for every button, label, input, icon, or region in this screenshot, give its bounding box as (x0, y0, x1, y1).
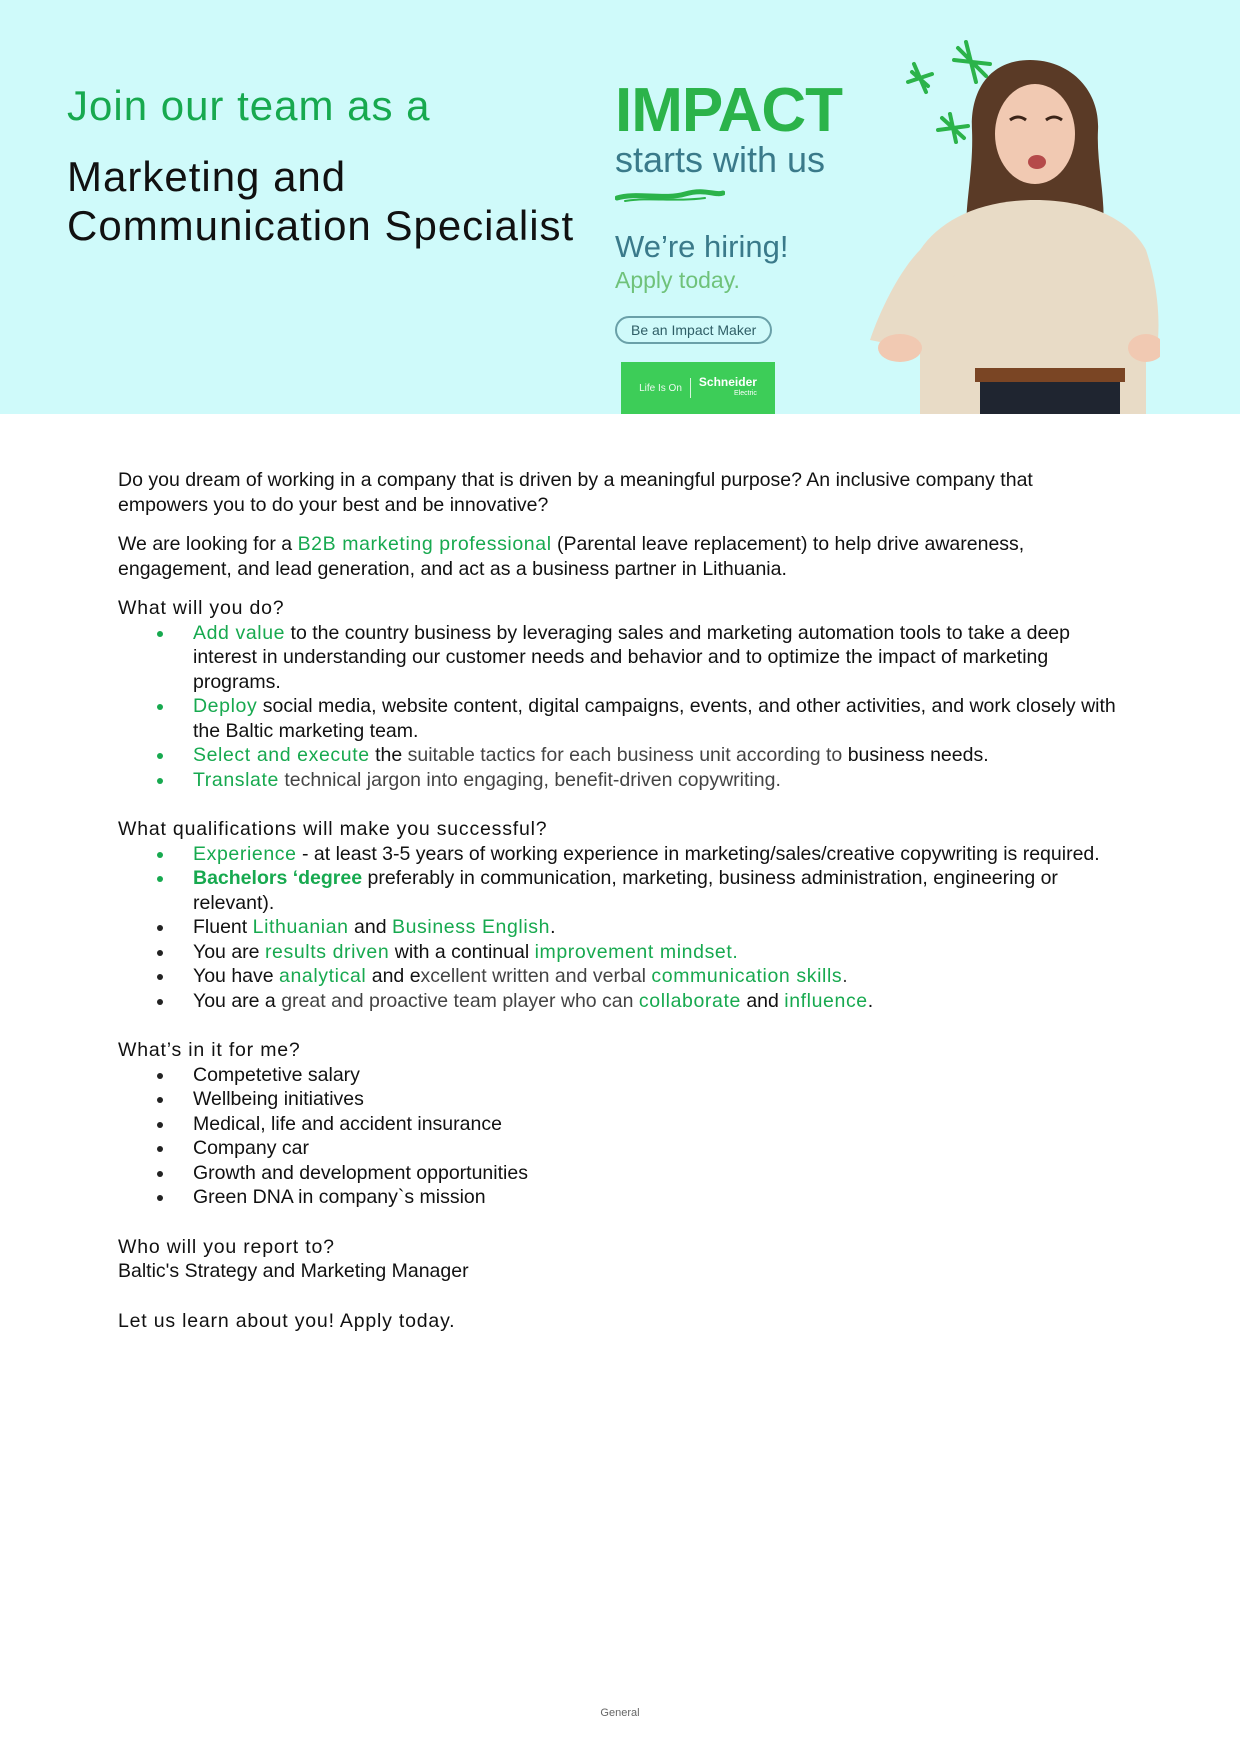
item-text: Fluent (193, 916, 253, 938)
logo-tagline: Life Is On (639, 382, 682, 394)
item-highlight: Add value (193, 621, 286, 644)
section-heading-what-do: What will you do? (118, 597, 285, 619)
item-text: and (740, 989, 785, 1012)
item-highlight: analytical (279, 965, 367, 987)
list-item (193, 866, 1123, 915)
item-text-gray: suitable tactics for each business unit according to (407, 744, 843, 766)
list-item: Company car (193, 1136, 1123, 1161)
list-item: Growth and development opportunities (193, 1161, 1123, 1186)
item-highlight: collaborate (638, 989, 741, 1012)
list-item: Green DNA in company`s mission (193, 1185, 1123, 1210)
brush-stroke-icon (615, 188, 725, 204)
list-item (193, 743, 1123, 768)
intro-p2-start: We are looking for a (118, 533, 298, 555)
hiring-text: We’re hiring! (615, 229, 789, 264)
item-text: social media, website content, digital campaigns, events, and other activities, and work closely with the Baltic marketing team. (193, 695, 1116, 742)
apply-today-text: Apply today. (615, 267, 740, 293)
list-item: Wellbeing initiatives (193, 1087, 1123, 1112)
intro-paragraph-1: Do you dream of working in a company that is driven by a meaningful purpose? An inclusive company that empowers you to do your best and be innovative? (118, 469, 1033, 516)
role-line-1: Marketing and (67, 153, 347, 200)
item-text: - at least 3-5 years of working experience in marketing/sales/creative copywriting is required. (296, 842, 1100, 865)
item-text-gray: great and proactive team player who can (281, 989, 639, 1012)
hiring-banner (0, 0, 1240, 414)
item-text: to the country business by leveraging sales and marketing automation tools to take a deep interest in understanding our customer needs and behavior and to optimize the impact of marketing programs. (193, 621, 1070, 693)
item-text: and e (366, 965, 421, 987)
item-highlight: communication skills (651, 965, 843, 987)
item-text: You are a (193, 989, 282, 1012)
impact-maker-button[interactable]: Be an Impact Maker (615, 316, 772, 344)
item-text-gray: xcellent written and verbal (420, 965, 652, 987)
section-heading-report: Who will you report to? (118, 1235, 335, 1258)
schneider-logo (621, 362, 775, 414)
item-highlight: Translate (193, 768, 279, 791)
item-text: preferably in communication, marketing, business administration, engineering or relevant). (193, 867, 1058, 914)
item-highlight: improvement mindset. (534, 940, 739, 963)
item-highlight: Select and execute (193, 744, 370, 766)
list-item (193, 940, 1123, 965)
list-item (193, 842, 1123, 867)
item-highlight: Deploy (193, 695, 258, 717)
b2b-highlight: B2B marketing professional (297, 533, 552, 555)
item-text: with a continual (389, 940, 535, 963)
item-text: . (842, 965, 848, 987)
section-heading-benefits: What’s in it for me? (118, 1039, 301, 1061)
list-item (193, 915, 1123, 940)
qualifications-list (118, 842, 1123, 1014)
item-highlight: Lithuanian (252, 916, 349, 938)
intro-p2-end: (Parental leave replacement) to help drive awareness, engagement, and lead generation, and act as a business partner in Lithuania. (118, 533, 1025, 580)
item-text: . (550, 916, 556, 938)
report-to-value: Baltic's Strategy and Marketing Manager (118, 1260, 469, 1282)
banner-join-text: Join our team as a (67, 82, 431, 129)
list-item (193, 621, 1123, 695)
banner-role-title (67, 152, 574, 250)
logo-brand-name: Schneider (698, 375, 757, 389)
what-do-list (118, 621, 1123, 793)
list-item (193, 694, 1123, 743)
banner-title-block (67, 82, 574, 250)
promo-block (615, 76, 895, 344)
smiling-woman-photo (860, 50, 1160, 414)
logo-brand-sub: Electric (733, 390, 757, 397)
item-highlight: Experience (193, 842, 297, 865)
impact-headline: IMPACT (615, 76, 843, 145)
list-item: Medical, life and accident insurance (193, 1112, 1123, 1137)
footer-classification: General (600, 1707, 640, 1719)
item-text: You have (193, 965, 280, 987)
intro-paragraph-2 (118, 532, 1123, 581)
logo-brand (699, 376, 757, 400)
list-item (193, 964, 1123, 989)
job-description (118, 468, 1123, 1333)
item-text: You are (193, 940, 265, 963)
logo-divider (690, 378, 691, 398)
closing-line: Let us learn about you! Apply today. (118, 1309, 456, 1332)
item-text: and (348, 916, 392, 938)
list-item (193, 768, 1123, 793)
list-item (193, 989, 1123, 1014)
item-text: technical jargon into engaging, benefit-driven copywriting. (278, 768, 781, 791)
starts-with-us-text: starts with us (615, 139, 826, 180)
list-item: Competetive salary (193, 1063, 1123, 1088)
item-text: the (369, 744, 408, 766)
role-line-2: Communication Specialist (67, 202, 575, 249)
item-highlight: influence (784, 989, 868, 1012)
item-highlight: Business English (392, 916, 551, 938)
benefits-list (118, 1063, 1123, 1210)
item-highlight: Bachelors ‘degree (193, 867, 363, 889)
item-highlight: results driven (264, 940, 390, 963)
item-text-end: business needs. (842, 744, 989, 766)
item-text: . (867, 989, 874, 1012)
section-heading-qualifications: What qualifications will make you successful? (118, 818, 548, 840)
